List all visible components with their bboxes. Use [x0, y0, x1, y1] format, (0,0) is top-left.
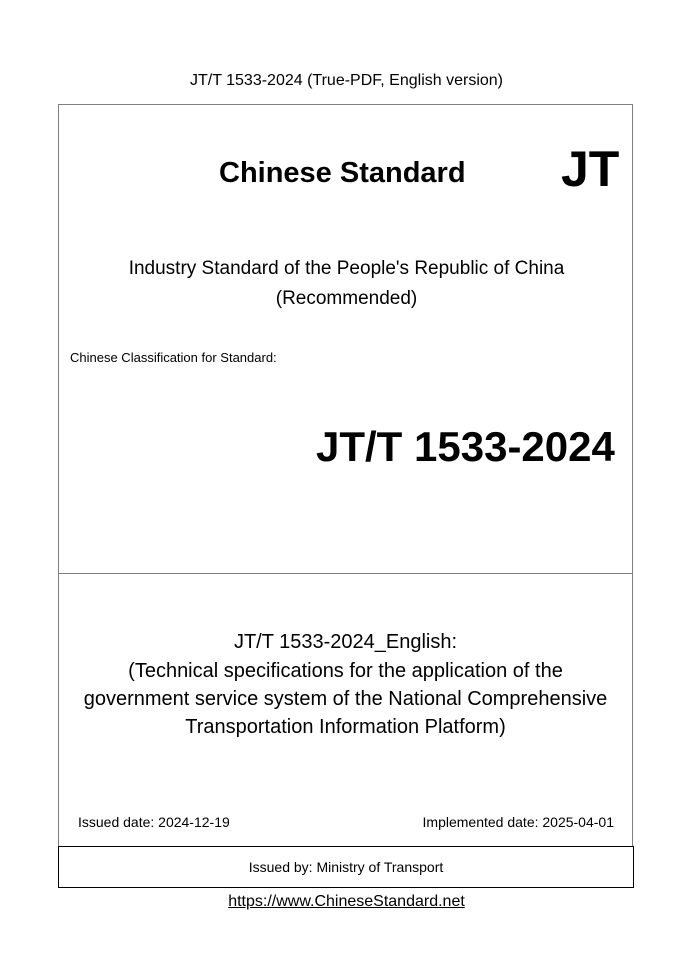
document-title-line-3: government service system of the National Comprehensive	[83, 688, 608, 710]
page-header-title: JT/T 1533-2024 (True-PDF, English version)	[189, 72, 503, 89]
issued-date: Issued date: 2024-12-19	[78, 814, 230, 830]
classification-label: Chinese Classification for Standard:	[70, 350, 277, 365]
document-title-line-4: Transportation Information Platform)	[185, 716, 506, 738]
standard-code: JT/T 1533-2024	[316, 423, 615, 470]
industry-standard-line: Industry Standard of the People's Republic of China	[128, 258, 565, 279]
issuer-box	[58, 846, 634, 888]
recommended-label: (Recommended)	[275, 288, 418, 309]
standard-mark: JT	[561, 141, 620, 197]
implemented-date: Implemented date: 2025-04-01	[422, 814, 614, 830]
issuer-text: Issued by: Ministry of Transport	[248, 859, 444, 875]
standard-title: Chinese Standard	[219, 157, 466, 189]
document-title-line-1: JT/T 1533-2024_English:	[233, 631, 458, 653]
document-title-line-2: (Technical specifications for the application of the	[128, 660, 563, 682]
website-link[interactable]: https://www.ChineseStandard.net	[228, 893, 465, 910]
